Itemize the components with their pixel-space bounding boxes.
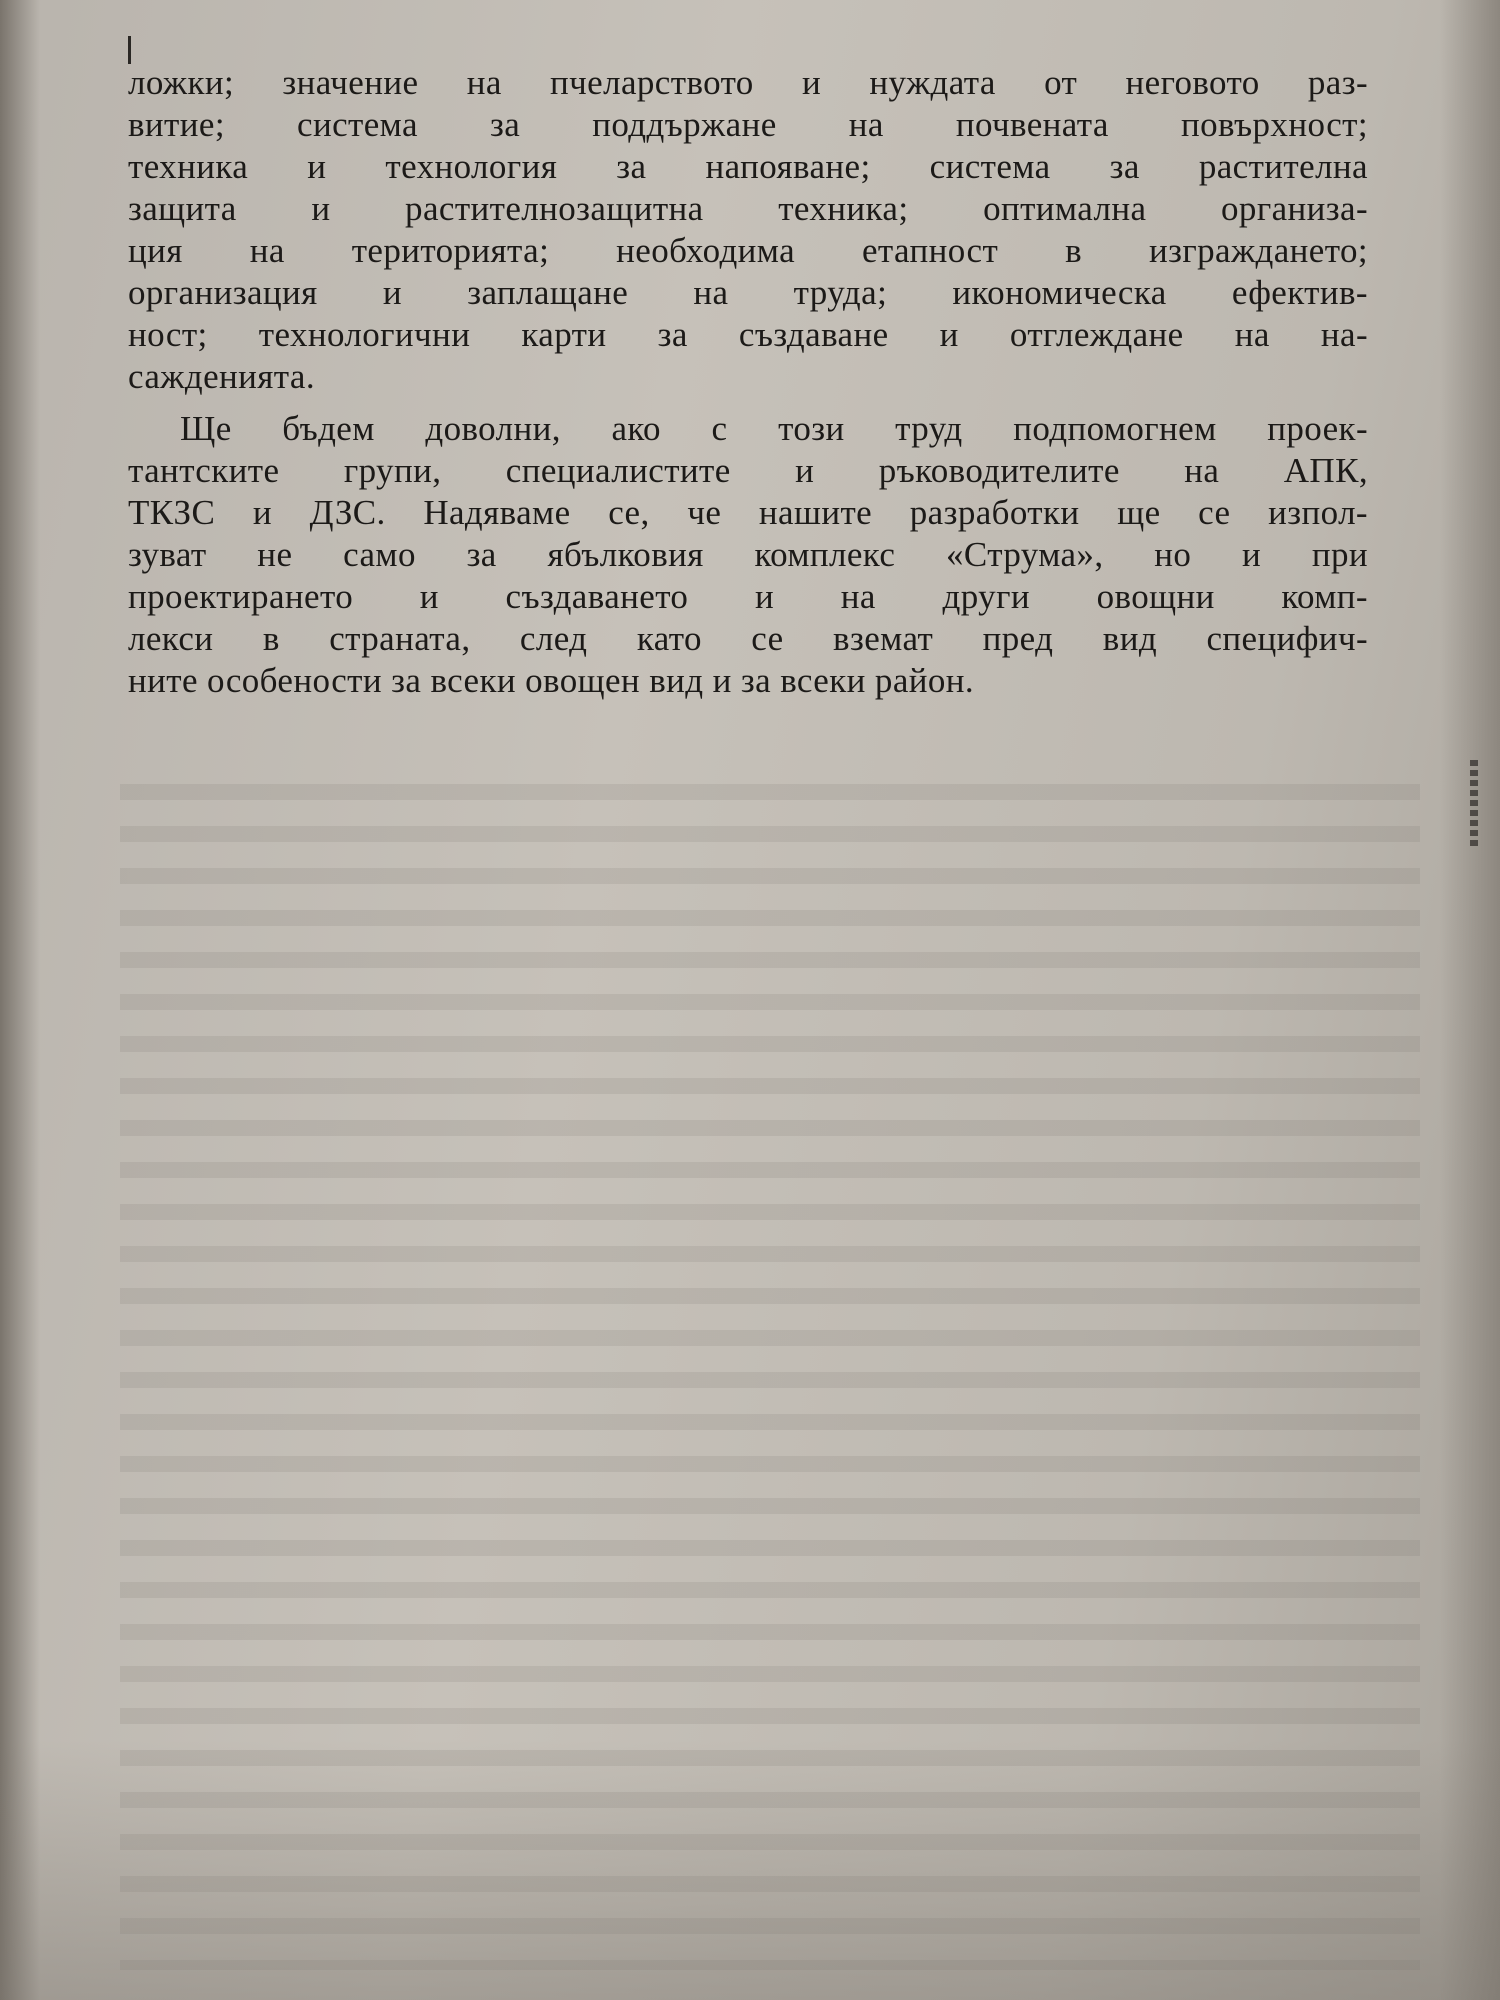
paragraph-2 (128, 408, 1368, 702)
text-line: ните особености за всеки овощен вид и за всеки район. (128, 661, 975, 700)
page-edge-shadow (1440, 0, 1500, 2000)
text-line: тантските групи, специалистите и ръководителите на АПК, (128, 451, 1368, 490)
text-line: ция на територията; необходима етапност в изграждането; (128, 231, 1368, 270)
text-line: лекси в страната, след като се вземат пред вид специфич- (128, 619, 1368, 658)
text-line: ТКЗС и ДЗС. Надяваме се, че нашите разработки ще се изпол- (128, 493, 1368, 532)
text-line: сажденията. (128, 357, 315, 396)
margin-mark (128, 36, 131, 64)
text-line: ност; технологични карти за създаване и отглеждане на на- (128, 315, 1368, 354)
paragraph-1 (128, 62, 1368, 398)
text-line: ложки; значение на пчеларството и нуждата от неговото раз- (128, 63, 1368, 102)
text-line: проектирането и създаването и на други овощни комп- (128, 577, 1368, 616)
page-bottom-shadow (0, 1740, 1500, 2000)
text-line: защита и растителнозащитна техника; оптимална организа- (128, 189, 1368, 228)
page-gutter-shadow (0, 0, 40, 2000)
text-line: Ще бъдем доволни, ако с този труд подпомогнем проек- (180, 409, 1368, 448)
text-line: техника и технология за напояване; система за растителна (128, 147, 1368, 186)
text-line: зуват не само за ябълковия комплекс «Струма», но и при (128, 535, 1368, 574)
text-line: организация и заплащане на труда; икономическа ефектив- (128, 273, 1368, 312)
edge-mark (1470, 760, 1478, 850)
body-text (128, 62, 1368, 702)
text-line: витие; система за поддържане на почвената повърхност; (128, 105, 1368, 144)
